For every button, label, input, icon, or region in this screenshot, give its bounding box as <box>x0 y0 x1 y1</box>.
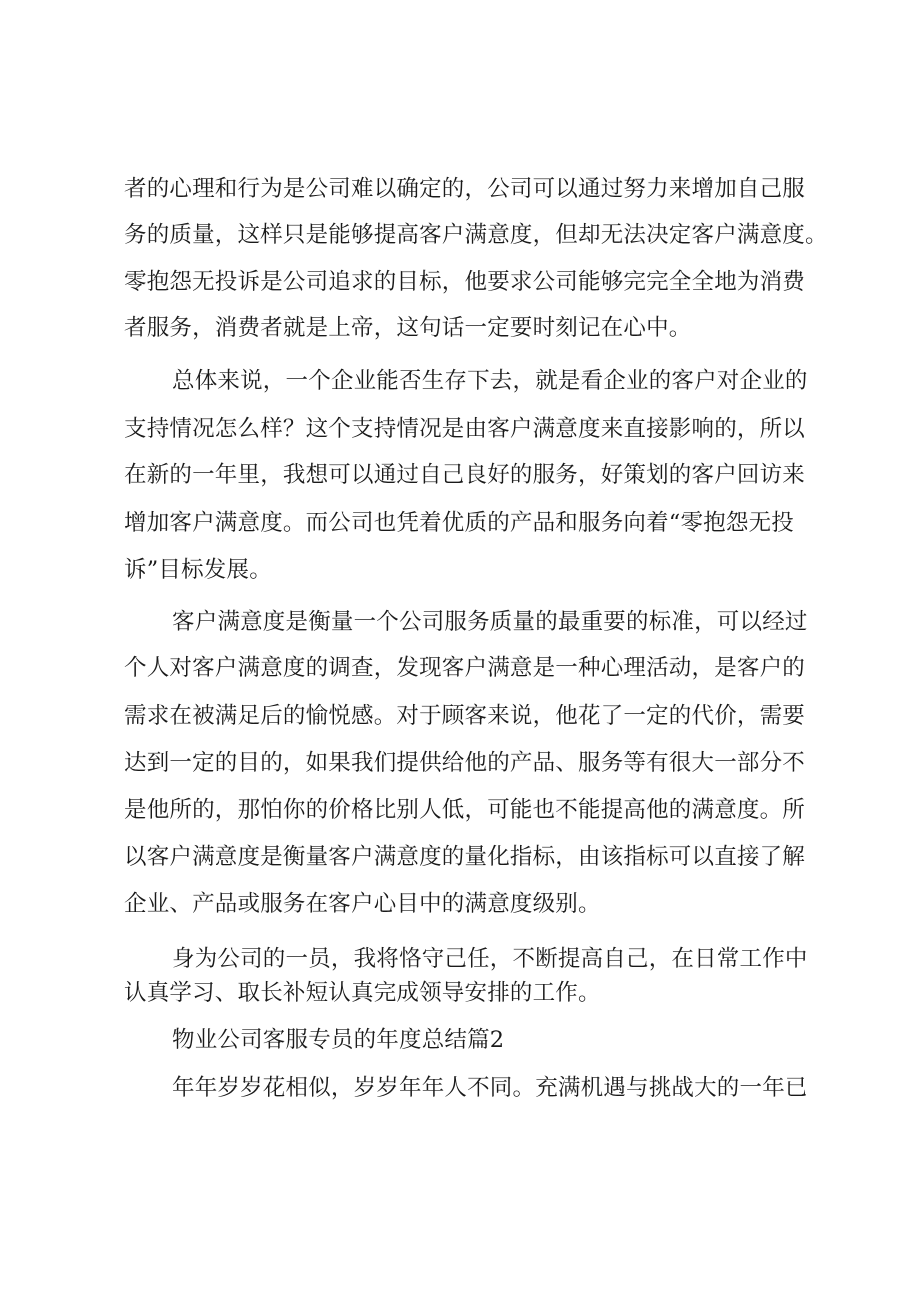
paragraph-3-line-3: 需求在被满足后的愉悦感。对于顾客来说，他花了一定的代价，需要 <box>124 703 806 729</box>
paragraph-1-line-1: 者的心理和行为是公司难以确定的，公司可以通过努力来增加自己服 <box>124 176 806 202</box>
paragraph-2-line-2: 支持情况怎么样？这个支持情况是由客户满意度来直接影响的，所以 <box>124 416 806 442</box>
paragraph-5-line-1: 年年岁岁花相似，岁岁年年人不同。充满机遇与挑战大的一年已 <box>172 1075 808 1101</box>
paragraph-2-line-5: 诉”目标发展。 <box>124 557 272 583</box>
paragraph-3-line-6: 以客户满意度是衡量客户满意度的量化指标，由该指标可以直接了解 <box>124 844 806 870</box>
paragraph-3-line-4: 达到一定的目的，如果我们提供给他的产品、服务等有很大一部分不 <box>124 750 806 776</box>
paragraph-3-line-7: 企业、产品或服务在客户心目中的满意度级别。 <box>124 891 601 917</box>
paragraph-1-line-2: 务的质量，这样只是能够提高客户满意度，但却无法决定客户满意度。 <box>124 222 828 248</box>
paragraph-2-line-4: 增加客户满意度。而公司也凭着优质的产品和服务向着“零抱怨无投 <box>124 510 795 536</box>
paragraph-4-line-1: 身为公司的一员，我将恪守己任，不断提高自己，在日常工作中 <box>172 946 808 972</box>
paragraph-2-line-1: 总体来说，一个企业能否生存下去，就是看企业的客户对企业的 <box>172 368 808 394</box>
paragraph-3-line-5: 是他所的，那怕你的价格比别人低，可能也不能提高他的满意度。所 <box>124 797 806 823</box>
paragraph-1-line-3: 零抱怨无投诉是公司追求的目标，他要求公司能够完完全全地为消费 <box>124 269 806 295</box>
paragraph-4-line-2: 认真学习、取长补短认真完成领导安排的工作。 <box>124 980 601 1006</box>
paragraph-3-line-1: 客户满意度是衡量一个公司服务质量的最重要的标准，可以经过 <box>172 609 808 635</box>
paragraph-3-line-2: 个人对客户满意度的调查，发现客户满意是一种心理活动，是客户的 <box>124 655 806 681</box>
paragraph-1-line-4: 者服务，消费者就是上帝，这句话一定要时刻记在心中。 <box>124 315 692 341</box>
paragraph-2-line-3: 在新的一年里，我想可以通过自己良好的服务，好策划的客户回访来 <box>124 462 806 488</box>
section-heading: 物业公司客服专员的年度总结篇2 <box>172 1027 505 1053</box>
